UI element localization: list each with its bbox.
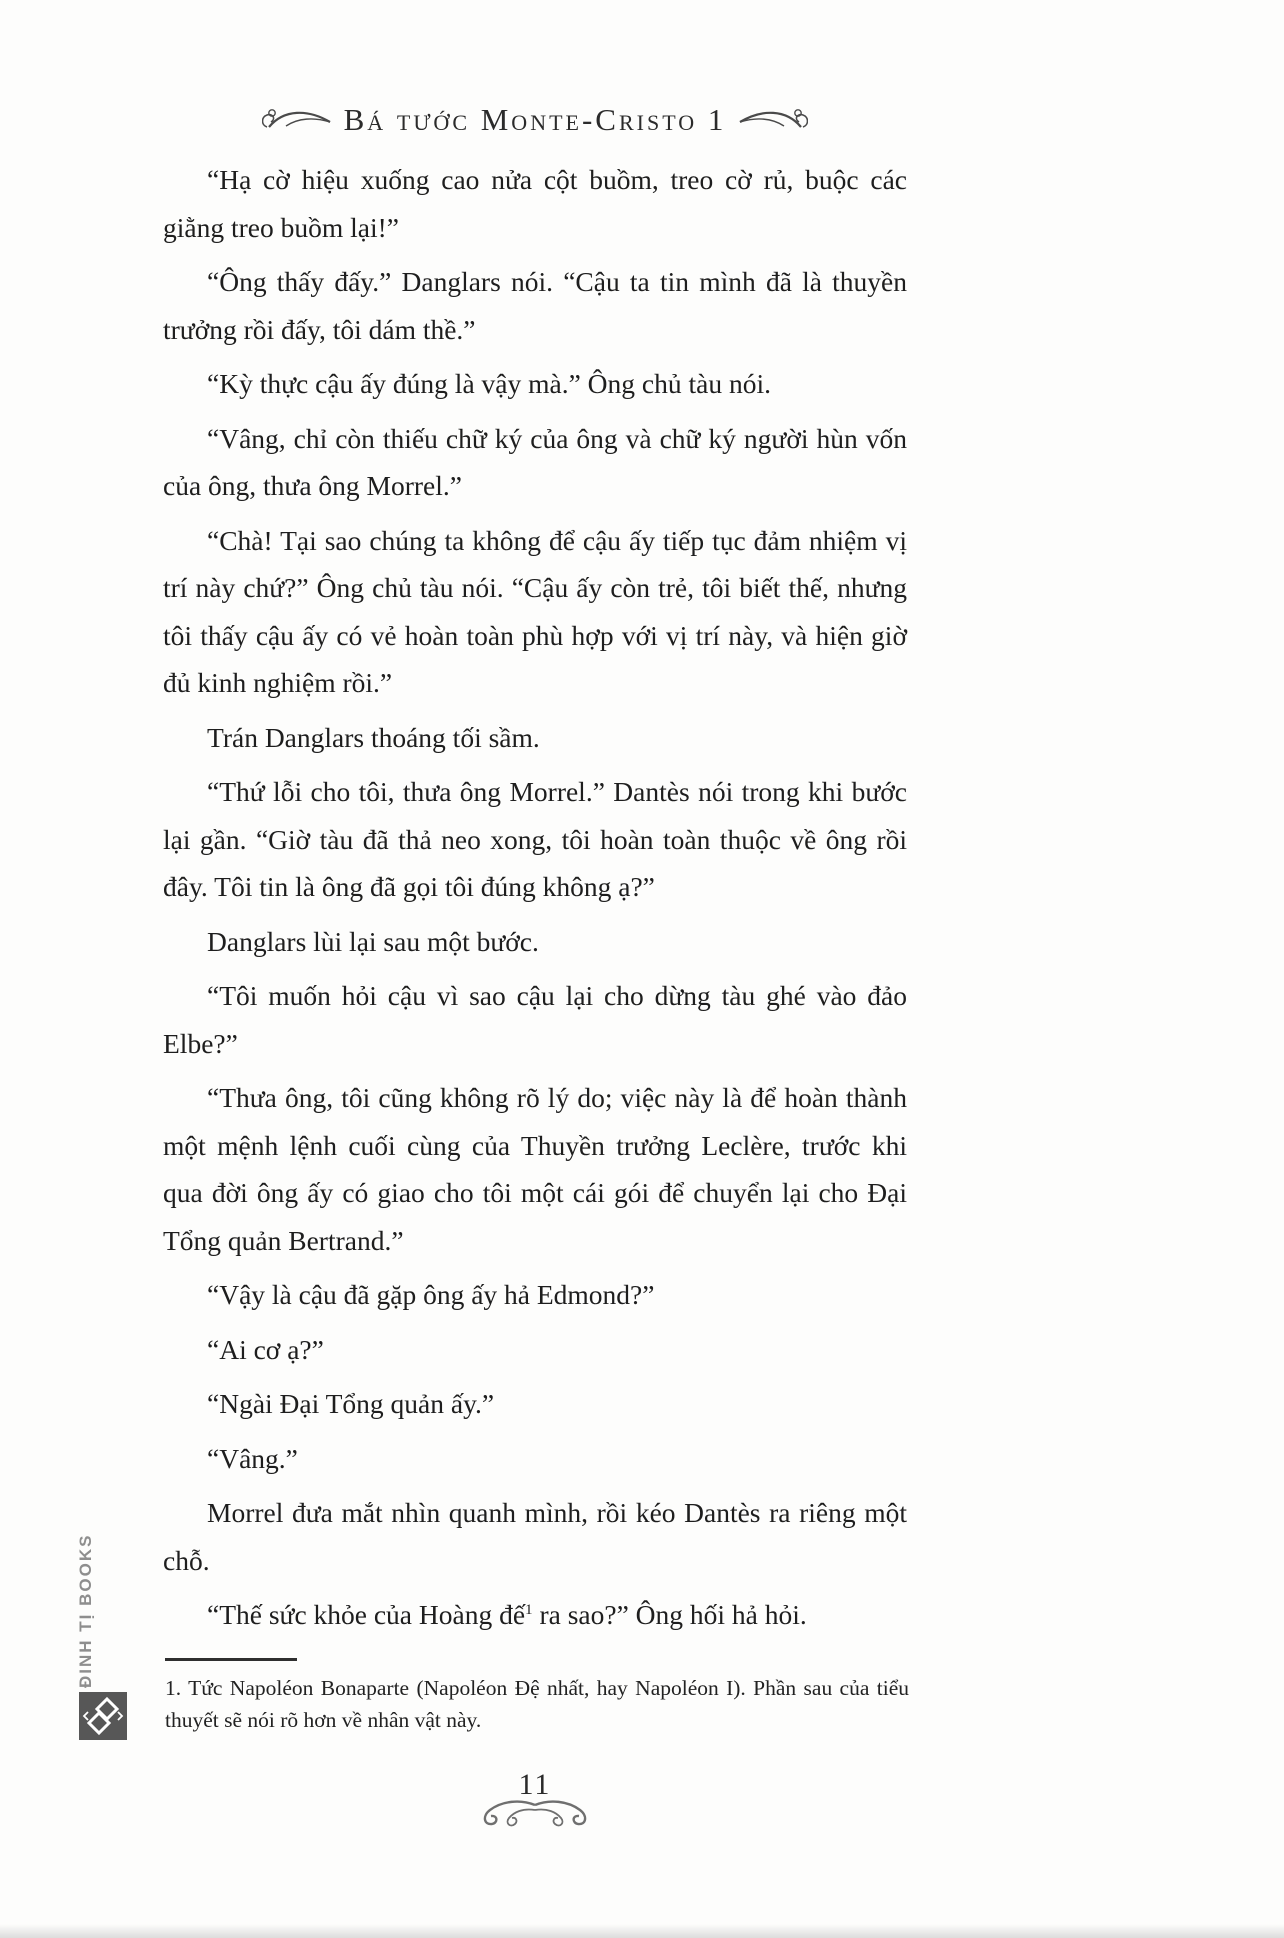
paragraph: “Vâng.”: [207, 1442, 298, 1474]
footnote-rule: [165, 1658, 297, 1661]
paragraph: Morrel đưa mắt nhìn quanh mình, rồi kéo Dantès ra riêng một chỗ.: [163, 1497, 907, 1576]
footer-flourish-icon: [163, 1798, 907, 1837]
paragraph: Danglars lùi lại sau một bước.: [207, 925, 539, 957]
paragraph: “Thưa ông, tôi cũng không rõ lý do; việc này là để hoàn thành một mệnh lệnh cuối cùng của Thuyền trưởng Leclère, trước khi qua đời ông ấy có giao cho tôi một cái gói để chuyển lại cho Đại Tổng quản Bertrand.”: [163, 1082, 907, 1256]
page-footer: [163, 1768, 907, 1837]
paragraph: “Ai cơ ạ?”: [207, 1333, 324, 1365]
paragraph: “Thứ lỗi cho tôi, thưa ông Morrel.” Dantès nói trong khi bước lại gần. “Giờ tàu đã thả neo xong, tôi hoàn toàn thuộc về ông rồi đây. Tôi tin là ông đã gọi tôi đúng không ạ?”: [163, 776, 907, 902]
paragraph: “Ngài Đại Tổng quản ấy.”: [207, 1388, 495, 1419]
paragraph: “Chà! Tại sao chúng ta không để cậu ấy tiếp tục đảm nhiệm vị trí này chứ?” Ông chủ tàu nói. “Cậu ấy còn trẻ, tôi biết thế, nhưng tôi thấy cậu ấy có vẻ hoàn toàn phù hợp với vị trí này, và hiện giờ đủ kinh nghiệm rồi.”: [163, 524, 907, 698]
paragraph: “Ông thấy đấy.” Danglars nói. “Cậu ta tin mình đã là thuyền trưởng rồi đấy, tôi dám thề.”: [163, 266, 907, 345]
footnote-marker: 1: [525, 1601, 533, 1618]
flourish-left-icon: [262, 105, 332, 135]
paragraph: “Vâng, chỉ còn thiếu chữ ký của ông và chữ ký người hùn vốn của ông, thưa ông Morrel.”: [163, 422, 907, 501]
paragraph: Trán Danglars thoáng tối sầm.: [207, 721, 540, 753]
paragraph: “Tôi muốn hỏi cậu vì sao cậu lại cho dừng tàu ghé vào đảo Elbe?”: [163, 980, 907, 1059]
publisher-logo-icon: [79, 1692, 127, 1740]
paragraph: “Vậy là cậu đã gặp ông ấy hả Edmond?”: [207, 1279, 655, 1310]
footnote-text: 1. Tức Napoléon Bonaparte (Napoléon Đệ nhất, hay Napoléon I). Phần sau của tiểu thuyết sẽ nói rõ hơn về nhân vật này.: [165, 1676, 909, 1732]
paragraph: “Hạ cờ hiệu xuống cao nửa cột buồm, treo cờ rủ, buộc các giằng treo buồm lại!”: [163, 164, 907, 243]
page-number: 11: [518, 1768, 552, 1801]
page-edge-shadow: [0, 1924, 1284, 1938]
book-title: Bá tước Monte-Cristo 1: [343, 102, 727, 137]
paragraph: [163, 1591, 907, 1639]
footnote: [165, 1658, 909, 1736]
paragraph-text: “Thế sức khỏe của Hoàng đế: [207, 1599, 526, 1630]
page-header: [163, 102, 907, 138]
body-text: [163, 156, 907, 1646]
flourish-right-icon: [738, 105, 808, 135]
publisher-name: ĐINH TỊ BOOKS: [76, 1533, 95, 1688]
paragraph-text: ra sao?” Ông hối hả hỏi.: [532, 1599, 807, 1630]
paragraph: “Kỳ thực cậu ấy đúng là vậy mà.” Ông chủ tàu nói.: [207, 368, 771, 399]
